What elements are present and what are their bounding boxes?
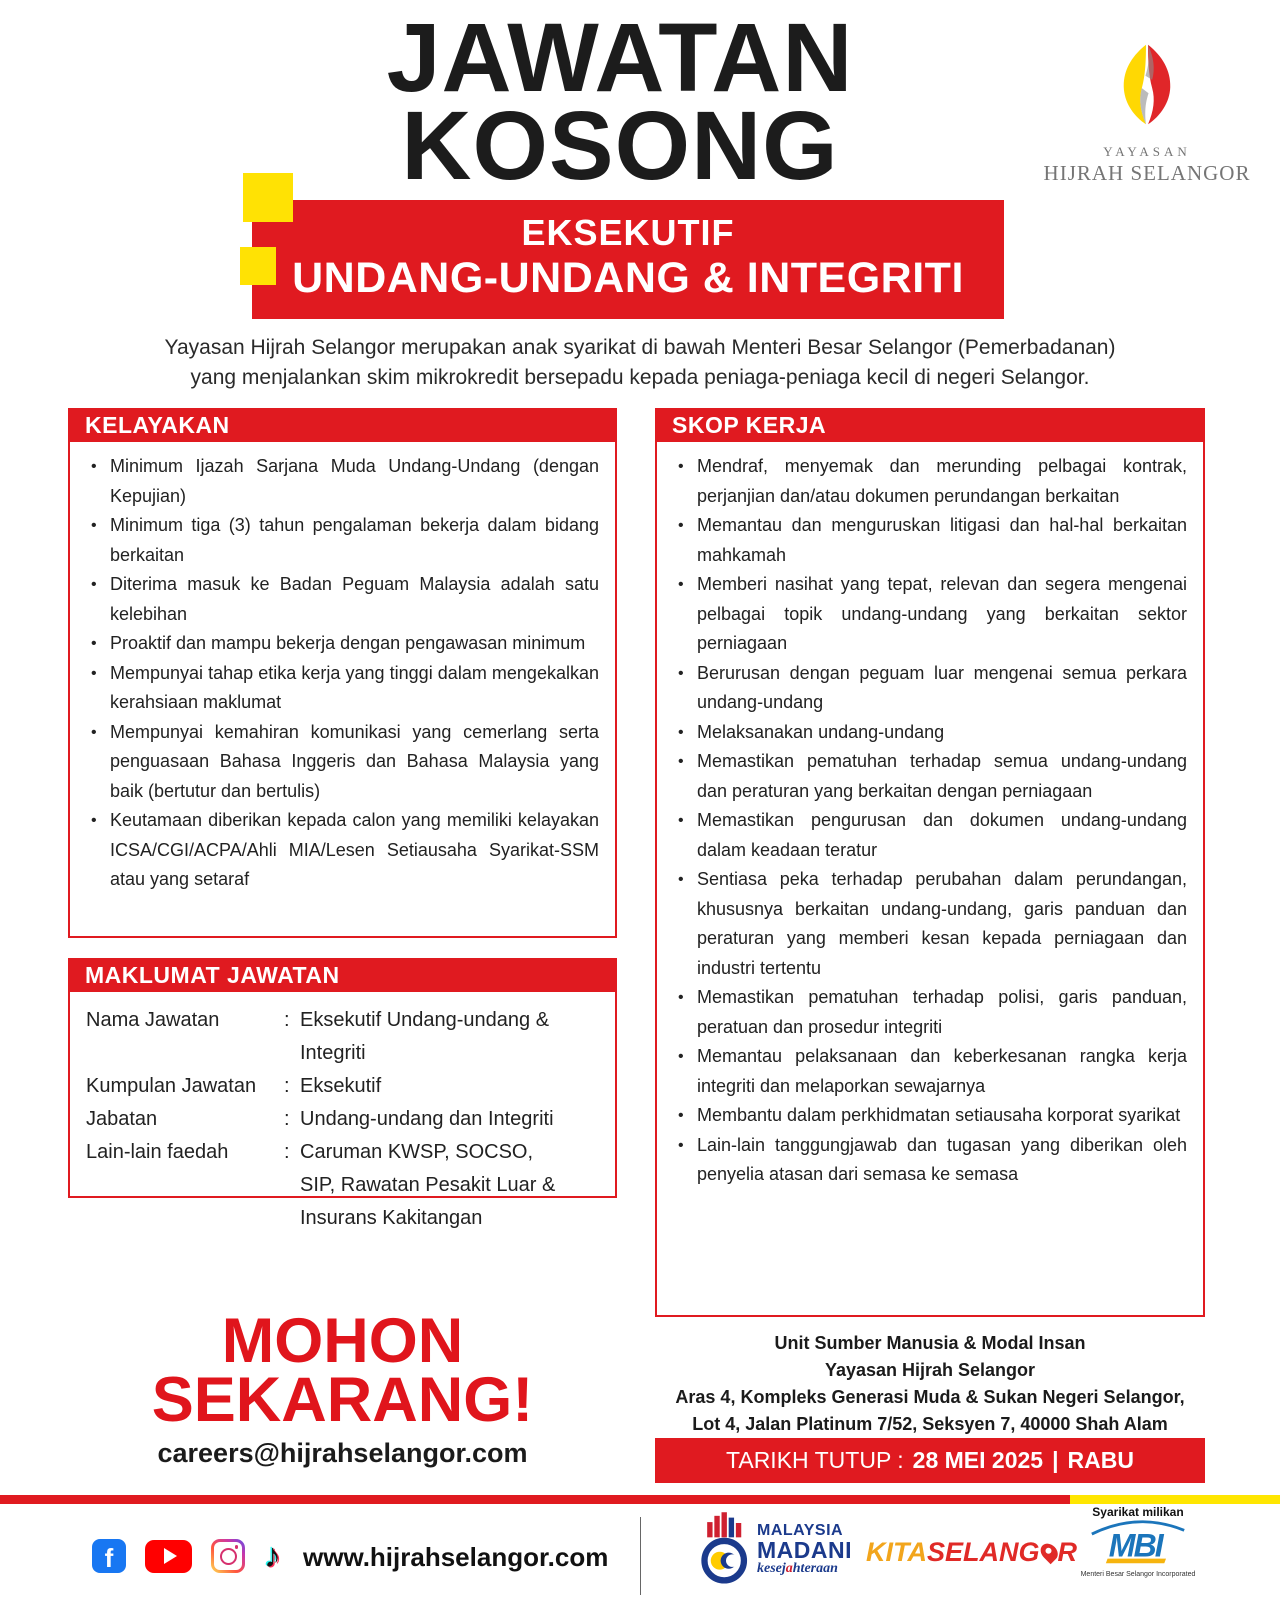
footer-divider [640, 1517, 641, 1595]
kita-selangor-part2: SELANG [927, 1537, 1040, 1567]
address-line: Aras 4, Kompleks Generasi Muda & Sukan Negeri Selangor, [675, 1387, 1185, 1407]
intro-paragraph [50, 333, 1230, 393]
maklumat-value: Eksekutif Undang-undang & Integriti [300, 1009, 550, 1064]
address-line: Lot 4, Jalan Platinum 7/52, Seksyen 7, 40000 Shah Alam [692, 1414, 1168, 1434]
closing-date-label: TARIKH TUTUP : [726, 1447, 904, 1473]
skop-kerja-header: SKOP KERJA [656, 409, 1204, 442]
bullet-item: • Memastikan pengurusan dan dokumen undang-undang dalam keadaan teratur [671, 806, 1187, 865]
title-line-2: KOSONG [401, 91, 839, 200]
bullet-item: • Proaktif dan mampu bekerja dengan pengawasan minimum [84, 629, 599, 659]
bullet-item: • Memantau dan menguruskan litigasi dan hal-hal berkaitan mahkamah [671, 511, 1187, 570]
madani-emblem-icon [700, 1511, 752, 1587]
maklumat-value: Eksekutif [300, 1075, 382, 1097]
bullet-item: • Minimum Ijazah Sarjana Muda Undang-Undang (dengan Kepujian) [84, 452, 599, 511]
maklumat-jawatan-body [70, 992, 615, 1235]
madani-tagline: kesejahteraan [757, 1560, 838, 1576]
kelayakan-header: KELAYAKAN [69, 409, 616, 442]
mbi-owner-text: Syarikat milikan [1092, 1505, 1184, 1519]
address-line: Unit Sumber Manusia & Modal Insan [774, 1333, 1086, 1353]
bullet-item: • Mempunyai kemahiran komunikasi yang cemerlang serta penguasaan Bahasa Inggeris dan Bahasa Malaysia yang baik (bertutur dan bertulis) [84, 718, 599, 807]
title-line-1: JAWATAN [386, 3, 854, 112]
maklumat-row [86, 1004, 599, 1070]
maklumat-value-line: Caruman KWSP, SOCSO, [300, 1141, 534, 1163]
maklumat-row [86, 1136, 599, 1235]
bullet-item: • Membantu dalam perkhidmatan setiausaha korporat syarikat [671, 1101, 1187, 1131]
maklumat-jawatan-section [68, 958, 617, 1229]
mbi-mark-icon [1086, 1519, 1190, 1568]
facebook-icon[interactable]: f [92, 1539, 126, 1573]
maklumat-jawatan-header: MAKLUMAT JAWATAN [69, 959, 616, 992]
closing-date-day: RABU [1067, 1447, 1134, 1473]
maklumat-colon: : [284, 1009, 290, 1031]
mbi-caption-text: Menteri Besar Selangor Incorporated [1080, 1571, 1196, 1578]
bullet-item: • Memastikan pematuhan terhadap semua undang-undang dan peraturan yang berkaitan dengan perniagaan [671, 747, 1187, 806]
malaysia-madani-logo [700, 1511, 852, 1587]
intro-line-2: yang menjalankan skim mikrokredit bersepadu kepada peniaga-peniaga kecil di negeri Selangor. [190, 366, 1090, 389]
bullet-item: • Minimum tiga (3) tahun pengalaman bekerja dalam bidang berkaitan [84, 511, 599, 570]
maklumat-colon: : [284, 1141, 290, 1163]
maklumat-value: Undang-undang dan Integriti [300, 1108, 554, 1130]
closing-date-bar [655, 1438, 1205, 1483]
intro-line-1: Yayasan Hijrah Selangor merupakan anak syarikat di bawah Menteri Besar Selangor (Pemerbadanan) [164, 336, 1116, 359]
company-logo [1038, 28, 1256, 186]
tiktok-icon[interactable]: ♪ [264, 1537, 281, 1575]
social-icons [92, 1539, 281, 1573]
bullet-item: • Memantau pelaksanaan dan keberkesanan rangka kerja integriti dan melaporkan sewajarnya [671, 1042, 1187, 1101]
logo-text-yayasan: YAYASAN [1103, 144, 1191, 159]
logo-text-hijrah-selangor: HIJRAH SELANGOR [1043, 161, 1251, 185]
bullet-item: • Berurusan dengan peguam luar mengenai semua perkara undang-undang [671, 659, 1187, 718]
maklumat-row [86, 1103, 599, 1136]
apply-now-block [68, 1306, 617, 1469]
maklumat-label: Nama Jawatan [86, 1009, 220, 1031]
address-block [648, 1330, 1212, 1438]
maklumat-label: Kumpulan Jawatan [86, 1075, 257, 1097]
mbi-logo [1058, 1505, 1218, 1578]
youtube-icon[interactable] [145, 1540, 192, 1573]
instagram-icon[interactable] [211, 1539, 245, 1573]
kita-selangor-logo [866, 1537, 1077, 1568]
bullet-item: • Diterima masuk ke Badan Peguam Malaysia adalah satu kelebihan [84, 570, 599, 629]
bullet-item: • Sentiasa peka terhadap perubahan dalam perundangan, khususnya berkaitan undang-undang, garis panduan dan peraturan yang memberi kesan kepada perniagaan dan industri tertentu [671, 865, 1187, 983]
position-banner [252, 200, 1004, 319]
kita-selangor-part3: R [1057, 1537, 1078, 1567]
kelayakan-section [68, 408, 617, 938]
madani-wordmark [757, 1523, 852, 1576]
yellow-accent-square-large [243, 173, 293, 222]
footer-stripe [0, 1495, 1280, 1504]
maklumat-label: Lain-lain faedah [86, 1141, 229, 1163]
hijrah-flame-icon [1116, 28, 1178, 140]
maklumat-value-line: Insurans Kakitangan [300, 1207, 483, 1229]
maklumat-colon: : [284, 1075, 290, 1097]
position-banner-line-2: UNDANG-UNDANG & INTEGRITI [292, 254, 964, 302]
skop-kerja-list [671, 452, 1187, 1190]
website-url[interactable]: www.hijrahselangor.com [303, 1542, 609, 1572]
youtube-play-icon [164, 1548, 177, 1564]
bullet-item: • Memastikan pematuhan terhadap polisi, garis panduan, peratuan dan prosedur integriti [671, 983, 1187, 1042]
bullet-item: • Mempunyai tahap etika kerja yang tinggi dalam mengekalkan kerahsiaan maklumat [84, 659, 599, 718]
kita-selangor-part1: KITA [866, 1537, 927, 1567]
poster-title [255, 3, 985, 200]
bullet-item: • Mendraf, menyemak dan merunding pelbagai kontrak, perjanjian dan/atau dokumen perundangan berkaitan [671, 452, 1187, 511]
closing-date-value: 28 MEI 2025 [912, 1447, 1044, 1473]
maklumat-label: Jabatan [86, 1108, 158, 1130]
maklumat-row [86, 1070, 599, 1103]
kelayakan-list [84, 452, 599, 895]
bullet-item: • Keutamaan diberikan kepada calon yang memiliki kelayakan ICSA/CGI/ACPA/Ahli MIA/Lesen Setiausaha Syarikat-SSM atau yang setaraf [84, 806, 599, 895]
bullet-item: • Lain-lain tanggungjawab dan tugasan yang diberikan oleh penyelia atasan dari semasa ke semasa [671, 1131, 1187, 1190]
closing-date-separator: | [1052, 1447, 1059, 1473]
address-line: Yayasan Hijrah Selangor [824, 1360, 1036, 1380]
position-banner-line-1: EKSEKUTIF [521, 212, 735, 253]
maklumat-value [300, 1136, 599, 1235]
svg-text:MBI: MBI [1108, 1527, 1162, 1564]
maklumat-value-line: SIP, Rawatan Pesakit Luar & [300, 1174, 556, 1196]
careers-email[interactable]: careers@hijrahselangor.com [157, 1438, 528, 1468]
madani-line-madani: MADANI [757, 1536, 852, 1563]
bullet-item: • Melaksanakan undang-undang [671, 718, 1187, 748]
bullet-item: • Memberi nasihat yang tepat, relevan dan segera mengenai pelbagai topik undang-undang yang berkaitan sektor perniagaan [671, 570, 1187, 659]
skop-kerja-section [655, 408, 1205, 1317]
maklumat-colon: : [284, 1108, 290, 1130]
yellow-accent-square-small [240, 247, 276, 285]
apply-heading-line-1: MOHON [221, 1306, 464, 1376]
apply-heading-line-2: SEKARANG! [151, 1365, 534, 1435]
madani-line-malaysia: MALAYSIA [757, 1521, 844, 1539]
